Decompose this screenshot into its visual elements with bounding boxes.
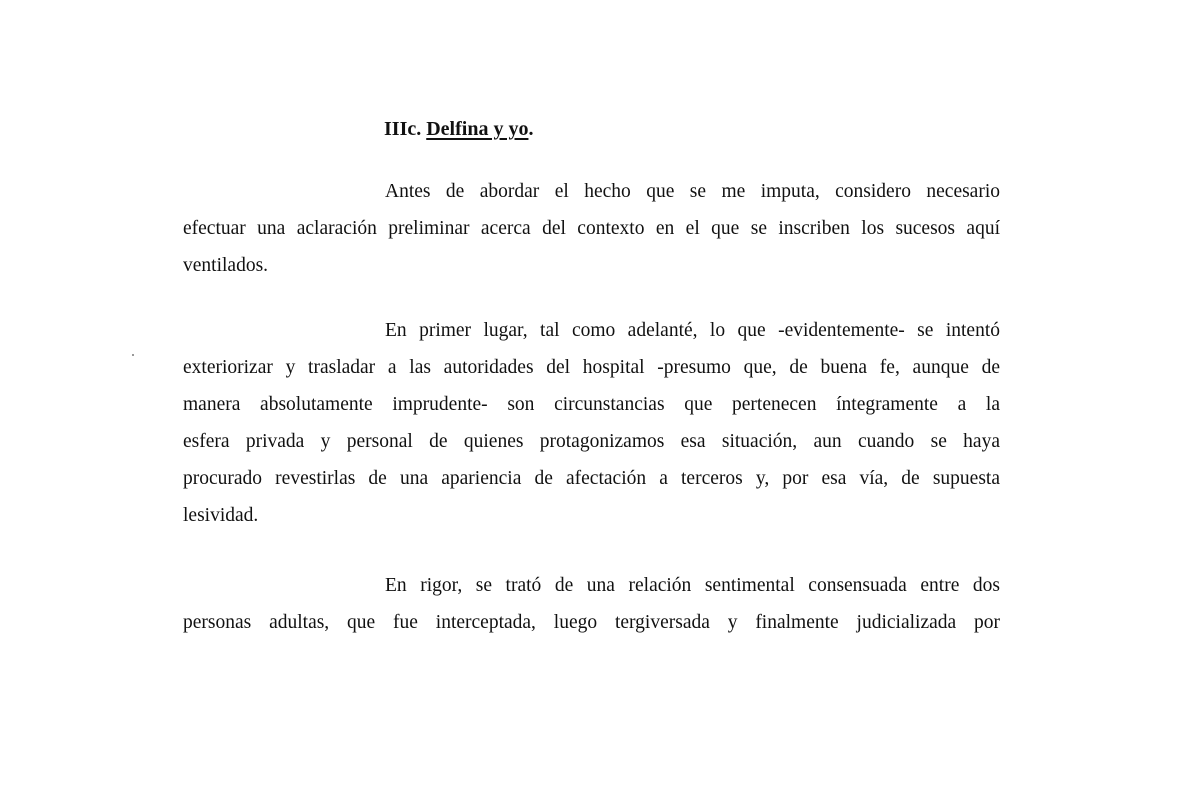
- paragraph-3-line: personas adultas, que fue interceptada, luego tergiversada y finalmente judicializada por: [183, 612, 1000, 633]
- paragraph-1-line: efectuar una aclaración preliminar acerca del contexto en el que se inscriben los sucesos aquí: [183, 218, 1000, 239]
- paragraph-2-line: En primer lugar, tal como adelanté, lo que -evidentemente- se intentó: [385, 320, 1000, 341]
- paragraph-2-line: procurado revestirlas de una apariencia de afectación a terceros y, por esa vía, de supuesta: [183, 468, 1000, 489]
- section-title: Delfina y yo: [426, 118, 529, 140]
- paragraph-2-line: lesividad.: [183, 505, 259, 526]
- paragraph-2-line: manera absolutamente imprudente- son circunstancias que pertenecen íntegramente a la: [183, 394, 1000, 415]
- section-title-period: .: [528, 118, 534, 140]
- section-number: IIIc.: [384, 118, 427, 140]
- paragraph-3-line: En rigor, se trató de una relación sentimental consensuada entre dos: [385, 575, 1000, 596]
- paragraph-1-line: ventilados.: [183, 255, 269, 276]
- paragraph-1-line: Antes de abordar el hecho que se me imputa, considero necesario: [385, 181, 1000, 202]
- paragraph-2-line: exteriorizar y trasladar a las autoridades del hospital -presumo que, de buena fe, aunque de: [183, 357, 1000, 378]
- section-heading: [384, 118, 533, 141]
- scan-speck: [132, 354, 134, 356]
- paragraph-2-line: esfera privada y personal de quienes protagonizamos esa situación, aun cuando se haya: [183, 431, 1000, 452]
